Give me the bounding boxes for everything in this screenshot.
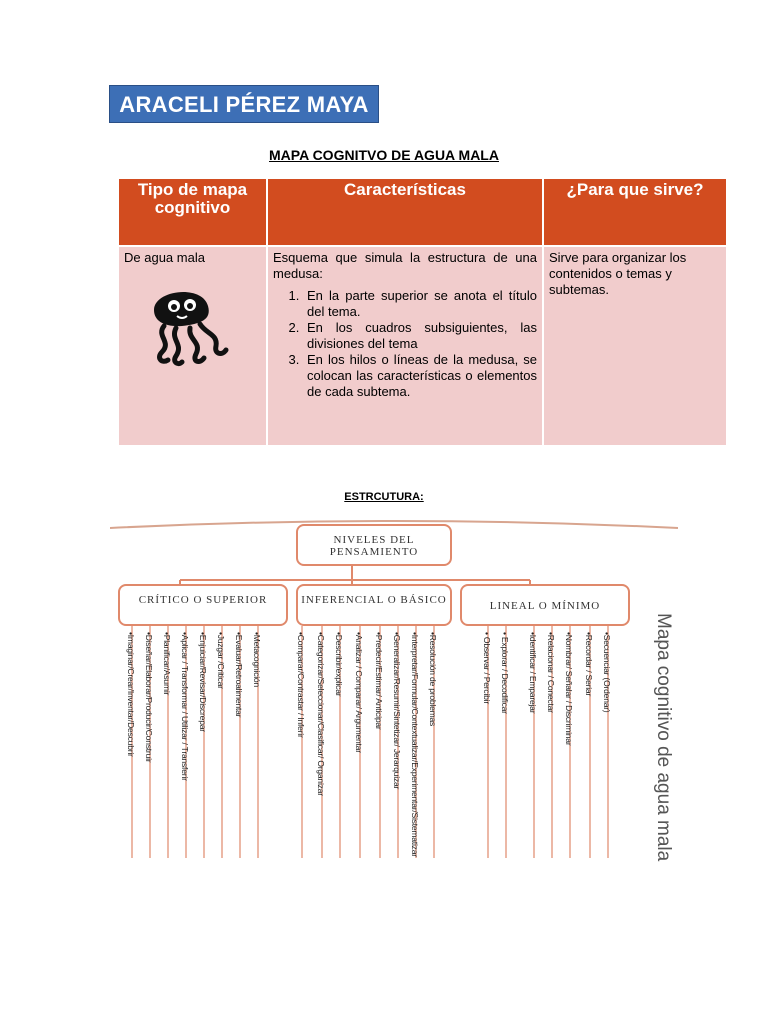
- header-type: Tipo de mapa cognitivo: [118, 178, 267, 246]
- branch-item: •Predecir/Estimar/ Anticipar: [374, 632, 384, 730]
- purpose-cell: [543, 246, 727, 446]
- root-label: NIVELES DEL PENSAMIENTO: [329, 534, 419, 558]
- branch-label: INFERENCIAL O BÁSICO: [301, 594, 447, 606]
- branch-item: •Recordar / Seriar: [584, 632, 594, 697]
- branch-item: •Describir/explicar: [334, 632, 344, 697]
- branch-label: LINEAL O MÍNIMO: [489, 600, 601, 612]
- diagram-side-title: Mapa cognitivo de agua mala: [653, 613, 674, 862]
- type-name: De agua mala: [124, 250, 205, 265]
- branch-item: •Evaluar/Retroalimentar: [234, 632, 244, 718]
- branch-item: •Diseñar/Elaborar/Producir/Construir: [144, 632, 154, 763]
- branch-item: •Metacognición: [252, 632, 262, 687]
- table-header-row: [118, 178, 727, 246]
- table-row: [118, 246, 727, 446]
- branch-item: •Aplicar / Transformar / Utilizar / Transferir: [180, 632, 190, 781]
- document-title: MAPA COGNITVO DE AGUA MALA: [269, 147, 499, 163]
- steps-list: [273, 288, 537, 400]
- branch-item: •Comparar/Contrastar / Inferir: [296, 632, 306, 738]
- root-node: [296, 524, 452, 566]
- branch-item: • Observar / Percibir: [482, 632, 492, 704]
- branch-item: •Interpretar/Formular/Contextualizar/Experimentar/Sistematizar: [410, 632, 420, 857]
- list-item: 1. En la parte superior se anota el título del tema.: [303, 288, 537, 320]
- description-text: Esquema que simula la estructura de una medusa:: [273, 250, 537, 281]
- branch-item: •Identificar / Emparejar: [528, 632, 538, 714]
- branch-item: •Imaginar/Crear/Inventar/Descubrir: [126, 632, 136, 757]
- branch-item: • Explorar / Decodificar: [500, 632, 510, 714]
- header-characteristics: Características: [267, 178, 543, 246]
- header-purpose: ¿Para que sirve?: [543, 178, 727, 246]
- purpose-text: Sirve para organizar los contenidos o temas y subtemas.: [549, 250, 687, 297]
- branch-item: •Generalizar/Resumir/Sintetizar/ Jerarquizar: [392, 632, 402, 790]
- branch-node-critico: [118, 584, 288, 626]
- jellyfish-diagram: [110, 518, 678, 878]
- structure-heading: ESTRCUTURA:: [344, 491, 424, 503]
- info-table: [117, 177, 728, 447]
- branch-item: •Resolución de problemas: [428, 632, 438, 727]
- author-name-box: ARACELI PÉREZ MAYA: [109, 85, 379, 123]
- characteristics-cell: [267, 246, 543, 446]
- type-cell: [118, 246, 267, 446]
- branch-item: •Enjuiciar/Revisar/Discrepar: [198, 632, 208, 732]
- branch-label: CRÍTICO O SUPERIOR: [138, 594, 268, 606]
- branch-item: •Planificar/Asumir: [162, 632, 172, 696]
- branch-item: •Analizar / Comparar/ Argumentar: [354, 632, 364, 753]
- branch-item: •Relacionar / Conectar: [546, 632, 556, 713]
- branch-item: •Juzgar /Criticar: [216, 632, 226, 689]
- list-item: 2. En los cuadros subsiguientes, las divisiones del tema: [303, 320, 537, 352]
- branch-item: •Secuenciar (Ordenar): [602, 632, 612, 713]
- branch-node-lineal: [460, 584, 630, 626]
- branch-item: •Nombrar/ Señalar / Discriminar: [564, 632, 574, 746]
- jellyfish-icon: [142, 278, 232, 368]
- list-item: 3. En los hilos o líneas de la medusa, se colocan las características o elementos de cada subtema.: [303, 352, 537, 400]
- branch-node-inferencial: [296, 584, 452, 626]
- branch-item: •Categorizar/Seleccionar/Clasificar/ Organizar: [316, 632, 326, 796]
